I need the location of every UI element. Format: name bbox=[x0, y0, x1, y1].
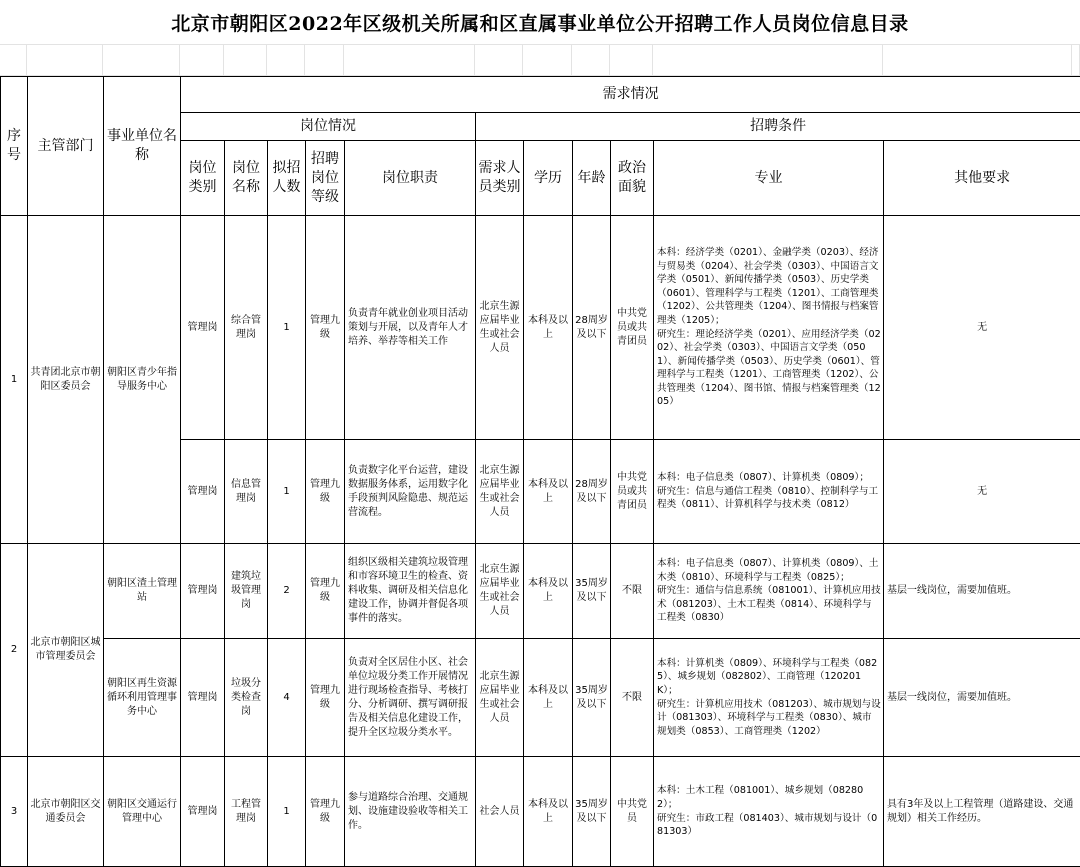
political-cell: 中共党员或共青团员 bbox=[611, 440, 654, 544]
major-cell: 本科：土木工程（081001）、城乡规划（082802）； 研究生：市政工程（081403）、城市规划与设计（081303） bbox=[654, 757, 884, 867]
table-row bbox=[1, 216, 1080, 440]
count-cell: 2 bbox=[268, 544, 306, 639]
category-cell: 管理岗 bbox=[181, 757, 225, 867]
category-cell: 管理岗 bbox=[181, 639, 225, 757]
level-cell: 管理九级 bbox=[306, 440, 345, 544]
header-seq: 序号 bbox=[1, 77, 28, 216]
header-pos-category: 岗位类别 bbox=[181, 141, 225, 216]
person-type-cell: 北京生源应届毕业生或社会人员 bbox=[476, 440, 524, 544]
other-cell: 基层一线岗位，需要加值班。 bbox=[884, 544, 1080, 639]
level-cell: 管理九级 bbox=[306, 216, 345, 440]
header-dept: 主管部门 bbox=[28, 77, 104, 216]
table-row bbox=[1, 639, 1080, 757]
other-cell: 无 bbox=[884, 440, 1080, 544]
header-level: 招聘岗位等级 bbox=[306, 141, 345, 216]
education-cell: 本科及以上 bbox=[524, 216, 573, 440]
age-cell: 35周岁及以下 bbox=[573, 639, 611, 757]
seq-cell: 3 bbox=[1, 757, 28, 867]
header-age: 年龄 bbox=[573, 141, 611, 216]
level-cell: 管理九级 bbox=[306, 639, 345, 757]
education-cell: 本科及以上 bbox=[524, 757, 573, 867]
other-cell: 无 bbox=[884, 216, 1080, 440]
age-cell: 35周岁及以下 bbox=[573, 544, 611, 639]
count-cell: 1 bbox=[268, 440, 306, 544]
duty-cell: 负责对全区居住小区、社会单位垃圾分类工作开展情况进行现场检查指导、考核打分、分析调研、撰写调研报告及相关信息化建设工作，提升全区垃圾分类水平。 bbox=[345, 639, 476, 757]
major-cell: 本科：经济学类（0201）、金融学类（0203）、经济与贸易类（0204）、社会学类（0303）、中国语言文学类（0501）、新闻传播学类（0503）、历史学类（0601）、管理科学与工程类（1201）、工商管理类（1202）、公共管理类（1204）、图书情报与档案管理类（1205）； 研究生：理论经济学类（0201）、应用经济学类（0202）、社会学类（0303）、中国语言文学类（0501）、新闻传播学类（0503）、历史学类（0601）、管理科学与工程类（1201）、工商管理类（1202）、公共管理类（1204）、图书馆、情报与档案管理类（1205） bbox=[654, 216, 884, 440]
education-cell: 本科及以上 bbox=[524, 639, 573, 757]
duty-cell: 组织区级相关建筑垃圾管理和市容环境卫生的检查、资料收集、调研及相关信息化建设工作，协调并督促各项事件的落实。 bbox=[345, 544, 476, 639]
header-political: 政治面貌 bbox=[611, 141, 654, 216]
count-cell: 4 bbox=[268, 639, 306, 757]
table-row bbox=[1, 544, 1080, 639]
header-duty: 岗位职责 bbox=[345, 141, 476, 216]
person-type-cell: 北京生源应届毕业生或社会人员 bbox=[476, 544, 524, 639]
education-cell: 本科及以上 bbox=[524, 544, 573, 639]
duty-cell: 参与道路综合治理、交通规划、设施建设验收等相关工作。 bbox=[345, 757, 476, 867]
age-cell: 28周岁及以下 bbox=[573, 216, 611, 440]
seq-cell: 1 bbox=[1, 216, 28, 544]
political-cell: 中共党员 bbox=[611, 757, 654, 867]
person-type-cell: 北京生源应届毕业生或社会人员 bbox=[476, 216, 524, 440]
dept-cell: 北京市朝阳区城市管理委员会 bbox=[28, 544, 104, 757]
major-cell: 本科：电子信息类（0807）、计算机类（0809）； 研究生：信息与通信工程类（0810）、控制科学与工程类（0811）、计算机科学与技术类（0812） bbox=[654, 440, 884, 544]
name-cell: 建筑垃圾管理岗 bbox=[225, 544, 268, 639]
header-demand: 需求情况 bbox=[181, 77, 1080, 113]
header-other: 其他要求 bbox=[884, 141, 1080, 216]
header-count: 拟招人数 bbox=[268, 141, 306, 216]
political-cell: 不限 bbox=[611, 639, 654, 757]
category-cell: 管理岗 bbox=[181, 440, 225, 544]
unit-cell: 朝阳区再生资源循环利用管理事务中心 bbox=[104, 639, 181, 757]
political-cell: 不限 bbox=[611, 544, 654, 639]
education-cell: 本科及以上 bbox=[524, 440, 573, 544]
name-cell: 垃圾分类检查岗 bbox=[225, 639, 268, 757]
other-cell: 基层一线岗位，需要加值班。 bbox=[884, 639, 1080, 757]
unit-cell: 朝阳区青少年指导服务中心 bbox=[104, 216, 181, 544]
position-table bbox=[0, 76, 1080, 867]
major-cell: 本科：计算机类（0809）、环境科学与工程类（0825）、城乡规划（082802）、工商管理（120201K）； 研究生：计算机应用技术（081203）、城市规划与设计（081303）、环境科学与工程类（0830）、城市规划类（0853）、工商管理类（1202） bbox=[654, 639, 884, 757]
header-unit: 事业单位名称 bbox=[104, 77, 181, 216]
age-cell: 35周岁及以下 bbox=[573, 757, 611, 867]
count-cell: 1 bbox=[268, 757, 306, 867]
political-cell: 中共党员或共青团员 bbox=[611, 216, 654, 440]
person-type-cell: 社会人员 bbox=[476, 757, 524, 867]
major-cell: 本科：电子信息类（0807）、计算机类（0809）、土木类（0810）、环境科学与工程类（0825）； 研究生：通信与信息系统（081001）、计算机应用技术（081203）、土木工程类（0814）、环境科学与工程类（0830） bbox=[654, 544, 884, 639]
duty-cell: 负责数字化平台运营，建设数据服务体系，运用数字化手段预判风险隐患、规范运营流程。 bbox=[345, 440, 476, 544]
name-cell: 信息管理岗 bbox=[225, 440, 268, 544]
unit-cell: 朝阳区渣土管理站 bbox=[104, 544, 181, 639]
header-pos-name: 岗位名称 bbox=[225, 141, 268, 216]
other-cell: 具有3年及以上工程管理（道路建设、交通规划）相关工作经历。 bbox=[884, 757, 1080, 867]
unit-cell: 朝阳区交通运行管理中心 bbox=[104, 757, 181, 867]
seq-cell: 2 bbox=[1, 544, 28, 757]
name-cell: 综合管理岗 bbox=[225, 216, 268, 440]
age-cell: 28周岁及以下 bbox=[573, 440, 611, 544]
header-education: 学历 bbox=[524, 141, 573, 216]
person-type-cell: 北京生源应届毕业生或社会人员 bbox=[476, 639, 524, 757]
duty-cell: 负责青年就业创业项目活动策划与开展，以及青年人才培养、举荐等相关工作 bbox=[345, 216, 476, 440]
dept-cell: 北京市朝阳区交通委员会 bbox=[28, 757, 104, 867]
header-person-type: 需求人员类别 bbox=[476, 141, 524, 216]
category-cell: 管理岗 bbox=[181, 544, 225, 639]
level-cell: 管理九级 bbox=[306, 757, 345, 867]
page-title: 北京市朝阳区2022年区级机关所属和区直属事业单位公开招聘工作人员岗位信息目录 bbox=[0, 0, 1080, 44]
dept-cell: 共青团北京市朝阳区委员会 bbox=[28, 216, 104, 544]
category-cell: 管理岗 bbox=[181, 216, 225, 440]
header-position-info: 岗位情况 bbox=[181, 113, 476, 141]
table-row bbox=[1, 757, 1080, 867]
header-conditions: 招聘条件 bbox=[476, 113, 1080, 141]
level-cell: 管理九级 bbox=[306, 544, 345, 639]
name-cell: 工程管理岗 bbox=[225, 757, 268, 867]
spreadsheet-blank-row bbox=[0, 44, 1080, 76]
count-cell: 1 bbox=[268, 216, 306, 440]
header-major: 专业 bbox=[654, 141, 884, 216]
